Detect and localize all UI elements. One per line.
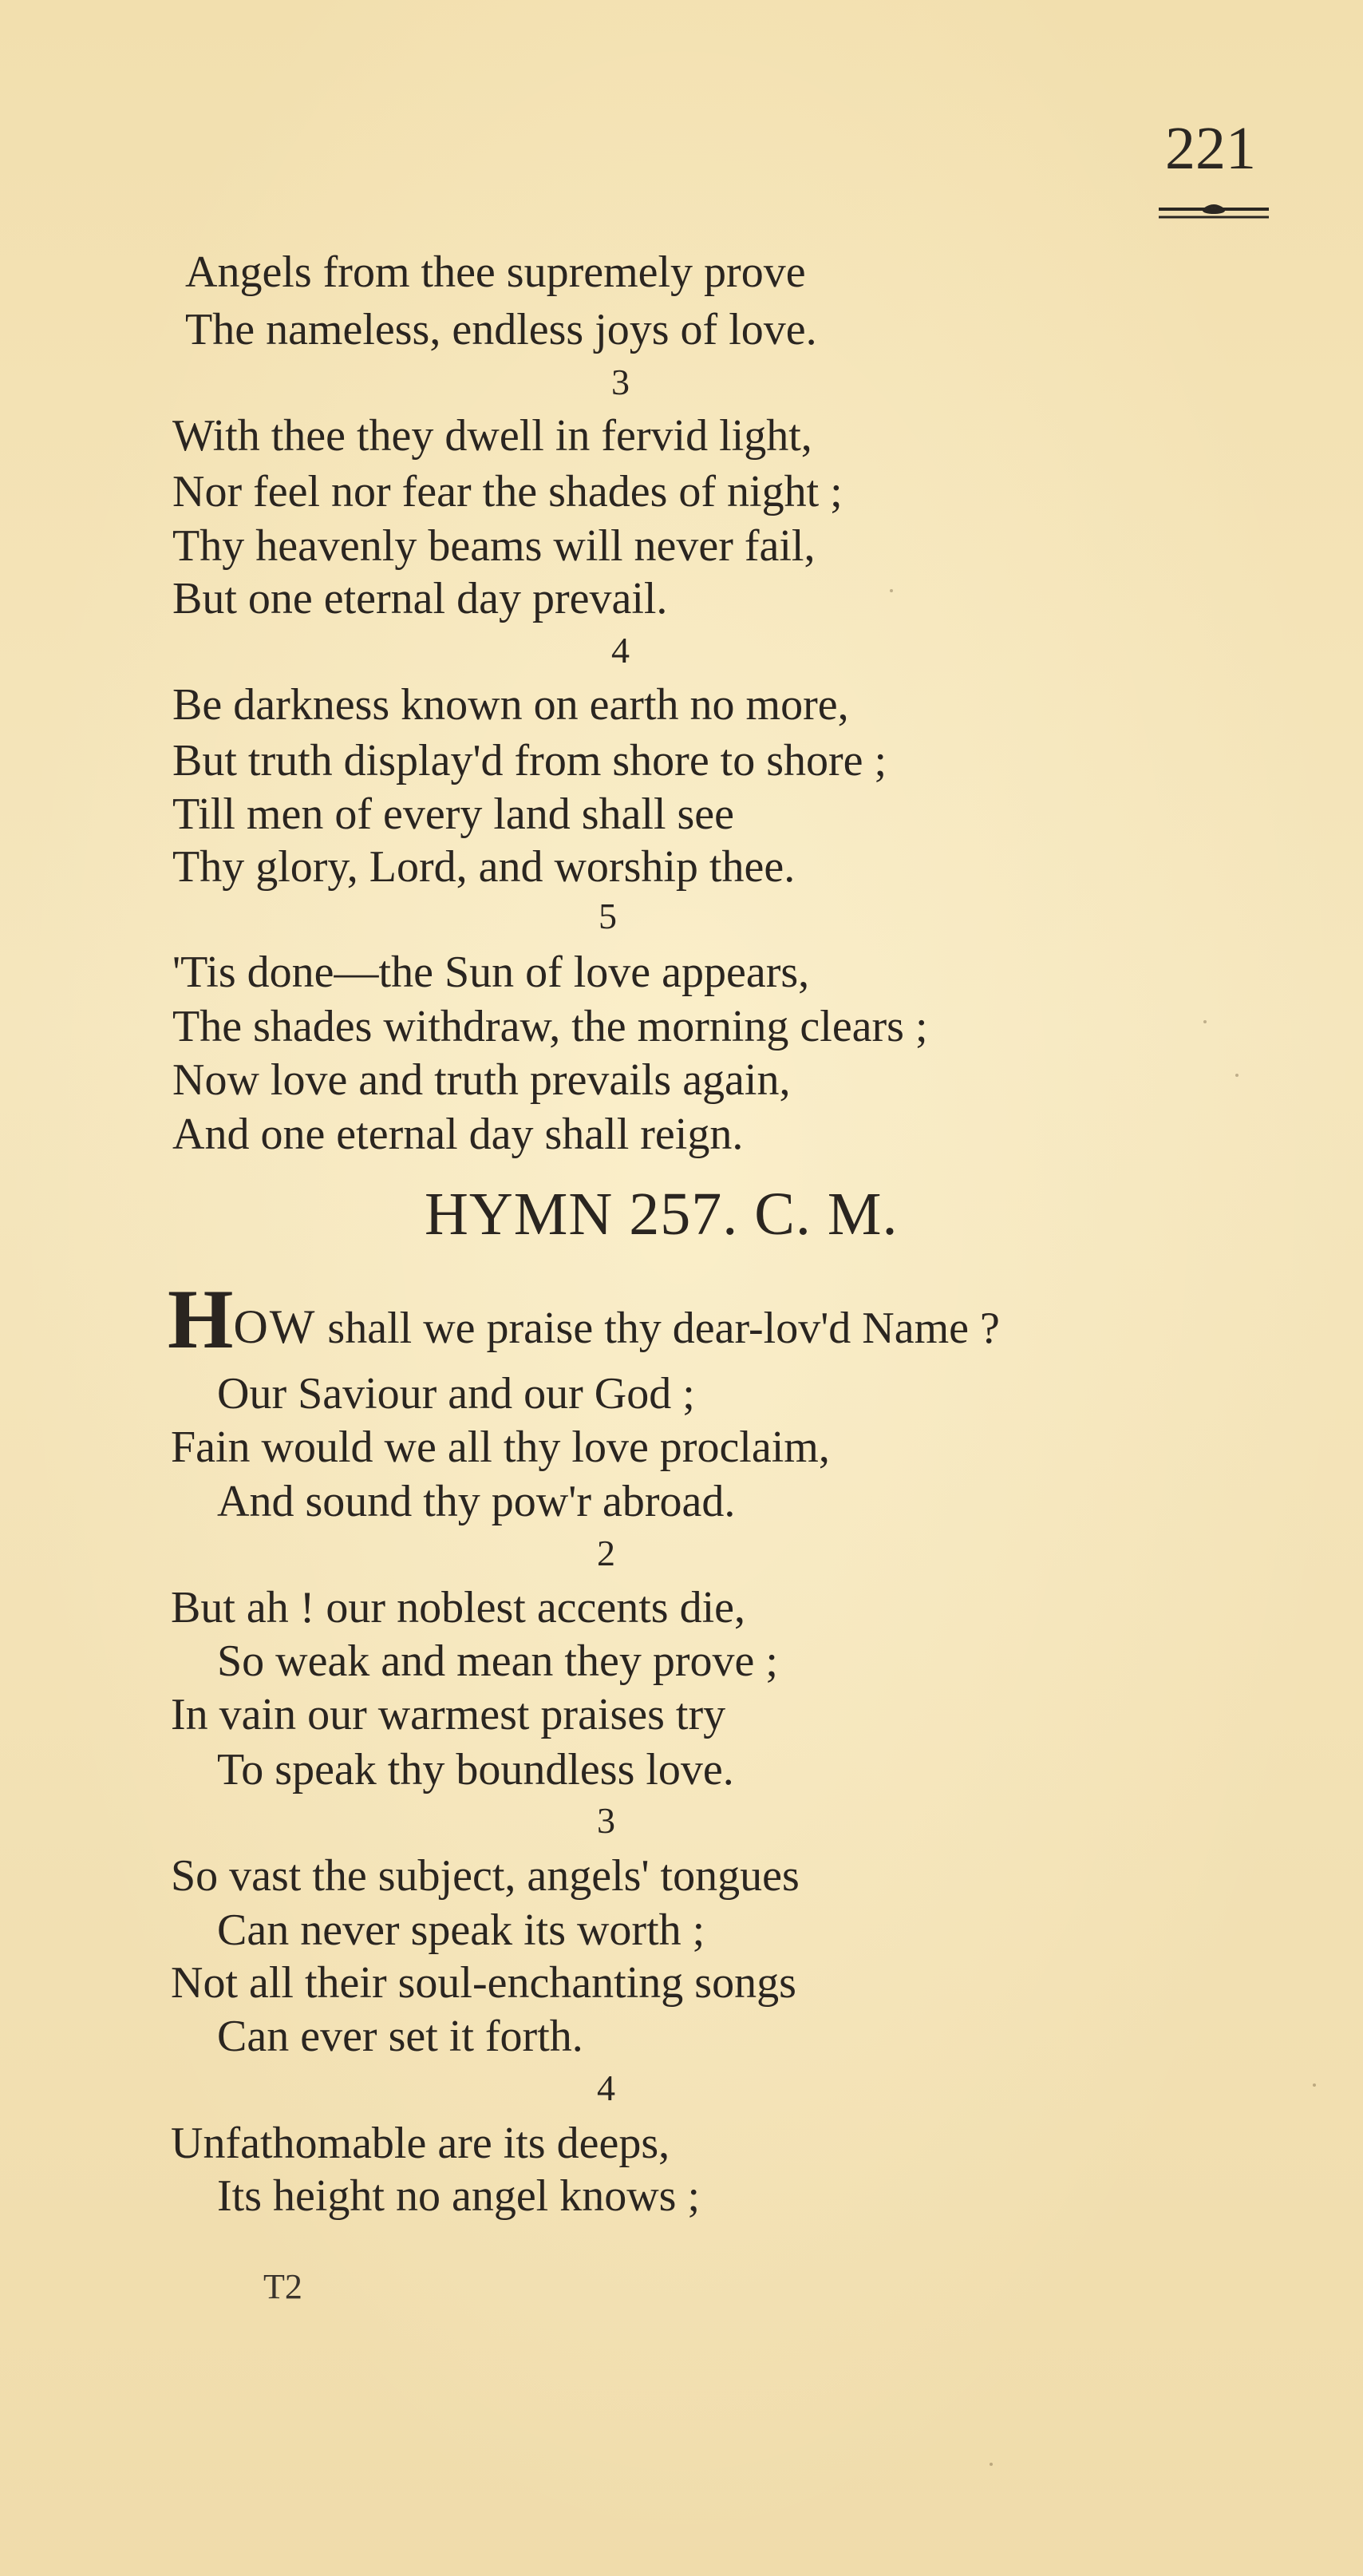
hymn-title: HYMN 257. C. M. [425, 1181, 899, 1248]
drop-cap: H [168, 1272, 234, 1366]
text-line: In vain our warmest praises try [171, 1690, 726, 1739]
text-line: And one eternal day shall reign. [172, 1110, 744, 1159]
signature-mark: T2 [263, 2267, 302, 2306]
paper-speck [990, 2463, 993, 2466]
text-line: Our Saviour and our God ; [217, 1369, 695, 1419]
text-line: The nameless, endless joys of love. [185, 305, 817, 354]
text-line: So vast the subject, angels' tongues [171, 1851, 800, 1901]
text-line: But ah ! our noblest accents die, [171, 1583, 746, 1632]
verse-number: 2 [597, 1533, 615, 1573]
text-line: Not all their soul-enchanting songs [171, 1958, 796, 2008]
text-line: Its height no angel knows ; [217, 2171, 701, 2221]
verse-number: 3 [597, 1800, 615, 1841]
header-rule-ornament [1157, 201, 1270, 222]
text-line: Be darkness known on earth no more, [172, 680, 849, 730]
verse-number: 4 [611, 630, 630, 671]
text-line: So weak and mean they prove ; [217, 1636, 778, 1686]
verse-number: 5 [599, 896, 617, 936]
text-line: With thee they dwell in fervid light, [172, 411, 812, 461]
text-line: And sound thy pow'r abroad. [217, 1477, 736, 1526]
small-caps-word: OW [233, 1300, 317, 1353]
verse-number: 3 [611, 362, 630, 402]
text-line: But truth display'd from shore to shore ; [172, 736, 887, 785]
text-line: Till men of every land shall see [172, 789, 735, 839]
page-number: 221 [1165, 115, 1256, 182]
paper-speck [1235, 1074, 1239, 1077]
text-line: Nor feel nor fear the shades of night ; [172, 467, 843, 516]
text-line: To speak thy boundless love. [217, 1745, 734, 1794]
text-line: Unfathomable are its deeps, [171, 2119, 670, 2168]
paper-speck [890, 589, 893, 592]
text-line: But one eternal day prevail. [172, 574, 668, 623]
text-line: Now love and truth prevails again, [172, 1055, 791, 1105]
paper-speck [1203, 1020, 1207, 1023]
paper-speck [1313, 2083, 1316, 2087]
text-line: 'Tis done—the Sun of love appears, [172, 948, 810, 997]
text-line: Thy glory, Lord, and worship thee. [172, 842, 796, 892]
hymn-first-line [168, 1272, 1000, 1366]
text-line: Thy heavenly beams will never fail, [172, 521, 816, 571]
text-line: Can ever set it forth. [217, 2012, 583, 2061]
text-line: Angels from thee supremely prove [185, 247, 806, 297]
verse-number: 4 [597, 2068, 615, 2108]
first-line-rest: shall we praise thy dear-lov'd Name ? [316, 1304, 1000, 1353]
text-line: Can never speak its worth ; [217, 1905, 705, 1955]
text-line: Fain would we all thy love proclaim, [171, 1423, 830, 1472]
text-line: The shades withdraw, the morning clears ; [172, 1002, 928, 1051]
